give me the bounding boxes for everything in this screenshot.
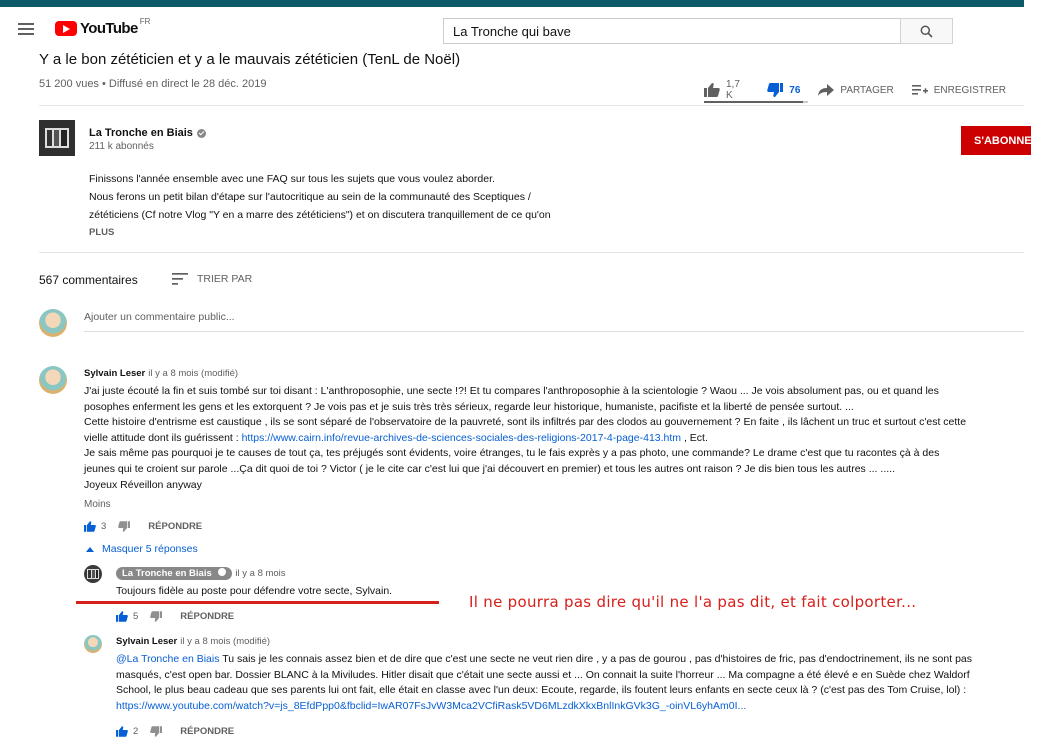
- thumbs-up-icon[interactable]: [116, 611, 128, 622]
- youtube-logo[interactable]: [55, 17, 151, 37]
- comment-time[interactable]: il y a 8 mois (modifié): [180, 636, 271, 647]
- reply-actions: [116, 611, 234, 622]
- comment-count: 567 commentaires: [39, 273, 138, 287]
- thumbs-down-icon: [767, 83, 783, 97]
- thumbs-up-icon: [704, 83, 720, 97]
- thumbs-down-icon[interactable]: [150, 611, 162, 622]
- sort-button[interactable]: [172, 273, 252, 285]
- commenter-avatar[interactable]: [84, 635, 102, 653]
- author-name[interactable]: Sylvain Leser: [116, 636, 178, 647]
- description-line: zététiciens (Cf notre Vlog "Y en a marre des zététiciens") et on discutera tranquillement de ce qu'on: [89, 209, 551, 221]
- reply-author: [116, 567, 286, 580]
- channel-avatar-small[interactable]: [84, 565, 102, 583]
- comment-line: Joyeux Réveillon anyway: [84, 478, 202, 491]
- like-button[interactable]: [704, 79, 749, 101]
- sort-icon: [172, 273, 188, 285]
- thumbs-up-icon[interactable]: [116, 726, 128, 737]
- comment-author: [84, 368, 238, 379]
- save-button[interactable]: [912, 84, 1006, 96]
- sort-label: TRIER PAR: [197, 273, 253, 285]
- comment-text-segment: Tu sais je les connais assez bien et de dire que c'est une secte ne veut rien dire , y a pas de gourou , pas d'histoires de fric, pas d'endoctrinement, ils ne sont pas: [219, 653, 972, 665]
- share-button[interactable]: [818, 84, 893, 96]
- user-avatar: [39, 309, 67, 337]
- reply-text: Toujours fidèle au poste pour défendre votre secte, Sylvain.: [116, 585, 393, 597]
- commenter-avatar[interactable]: [39, 366, 67, 394]
- like-count: 1,7 K: [726, 79, 740, 101]
- owner-badge[interactable]: [116, 567, 232, 580]
- comment-line: posophes enferment les gens et les extorquent ? Je vois pas et je suis très très sérieux, regarde leur historique, humaniste, pacifiste et la liberté de pensée surtout. ...: [84, 400, 854, 413]
- comment-line: School, le plus beau cadeau que ses parents lui ont fait, elle était en classe avec l'un deux: Ecoute, regarde, ils foutent leurs enfants en secte ceux là ? (c'est pas des Tom Cruise, lol) :: [116, 684, 967, 697]
- search-input[interactable]: La Tronche qui bave: [443, 18, 900, 44]
- share-label: PARTAGER: [840, 84, 894, 96]
- author-name: La Tronche en Biais: [122, 568, 212, 579]
- search-button[interactable]: [900, 18, 953, 44]
- verified-icon: [218, 568, 226, 576]
- divider: [39, 252, 1024, 253]
- comment-line: Je sais même pas pourquoi je te causes de tout ça, tes préjugés sont évidents, voire étranges, tu le fais exprès y a pas photo, une commande? Le drame c'est que tu racontes çà à des: [84, 447, 940, 460]
- masthead: [0, 7, 1024, 51]
- chevron-up-icon: [86, 547, 94, 552]
- comment-text: [84, 384, 1024, 493]
- show-less-button[interactable]: Moins: [84, 499, 111, 510]
- comment-time[interactable]: il y a 8 mois (modifié): [148, 368, 239, 379]
- comment-text-segment: , Ect.: [681, 431, 708, 444]
- reply-like-count: 2: [133, 726, 139, 737]
- share-icon: [818, 84, 834, 96]
- comment-line: jeunes qui te croient sur parole ...Ça dit quoi de toi ? Victor ( je le cite car c'est lui que j'ai découvert en premier) et tous les autres ont raison ? Je dis bien tous les autres ... .....: [84, 462, 895, 475]
- author-name[interactable]: Sylvain Leser: [84, 368, 146, 379]
- thumbs-down-icon[interactable]: [150, 726, 162, 737]
- reply-button[interactable]: RÉPONDRE: [180, 726, 235, 737]
- youtube-play-icon: [55, 21, 77, 36]
- thumbs-up-icon[interactable]: [84, 521, 96, 532]
- comment-line: [84, 431, 1024, 447]
- comment-link[interactable]: https://www.youtube.com/watch?v=js_8EfdPpp0&fbclid=IwAR07FsJvW3Mca2VCfiRask5VD6MLzdkXkxBnlInkGVk3G_-oinVL6yhAm0I...: [116, 699, 747, 712]
- save-label: ENREGISTRER: [933, 84, 1006, 96]
- divider: [39, 105, 1024, 106]
- comment-line: [116, 699, 1016, 715]
- region-code: FR: [139, 17, 151, 26]
- add-comment-underline: [84, 331, 1024, 332]
- dislike-count: 76: [789, 84, 801, 96]
- red-underline-annotation: [76, 601, 439, 604]
- comment-line: Cette histoire d'entrisme est caustique , ils se sont séparé de l'observatoire de la pauvreté, sont ils infiltrés par des clodos au gouvernement ? En faite , ils lâchent un truc et surtout c'est cette: [84, 416, 967, 429]
- video-description: [89, 170, 649, 224]
- subscriber-count: 211 k abonnés: [89, 141, 154, 152]
- video-meta: 51 200 vues • Diffusé en direct le 28 déc. 2019: [39, 78, 267, 90]
- reply-button[interactable]: RÉPONDRE: [180, 611, 235, 622]
- comment-link[interactable]: https://www.cairn.info/revue-archives-de-sciences-sociales-des-religions-2017-4-page-413.htm: [241, 431, 682, 444]
- video-title: Y a le bon zététicien et y a le mauvais zététicien (TenL de Noël): [39, 51, 461, 68]
- mention-link[interactable]: @La Tronche en Biais: [116, 653, 220, 665]
- reply-like-count: 5: [133, 611, 139, 622]
- show-more-button[interactable]: PLUS: [89, 227, 115, 238]
- annotation-text: Il ne pourra pas dire qu'il ne l'a pas dit, et fait colporter...: [469, 593, 917, 611]
- dislike-button[interactable]: [767, 83, 800, 97]
- like-ratio-fill: [704, 101, 803, 103]
- channel-name[interactable]: [89, 127, 206, 139]
- comment-text-segment: vielle attitude dont ils guérissent :: [84, 431, 242, 444]
- comment-time[interactable]: il y a 8 mois: [235, 568, 286, 579]
- playlist-add-icon: [912, 84, 928, 96]
- menu-icon[interactable]: [18, 23, 34, 35]
- logo-text: YouTube: [80, 20, 138, 37]
- comment-actions: [84, 521, 202, 532]
- reply-actions: [116, 726, 234, 737]
- subscribe-button[interactable]: S'ABONNER: [961, 126, 1031, 155]
- like-ratio-bar: [704, 101, 808, 103]
- reply-author: [116, 636, 270, 647]
- comment-line: masqués, c'est open bar. Dossier BLANC à la Miviludes. Hitler disait que c'était une secte aussi et ... On connait la suite l'horreur ... Ma compagne a été élevé e en Suède chez Waldorf: [116, 668, 970, 681]
- reply-button[interactable]: RÉPONDRE: [148, 521, 203, 532]
- video-actions: [704, 79, 1024, 101]
- description-line: Nous ferons un petit bilan d'étape sur l'autocritique au sein de la communauté des Sceptiques /: [89, 191, 531, 203]
- comment-line: J'ai juste écouté la fin et suis tombé sur toi disant : L'anthroposophie, une secte !?! Et tu compares l'anthroposophie à la scientologie ? Waou ... Je vois absolument pas, ou et quand les: [84, 385, 939, 397]
- verified-icon: [197, 129, 206, 138]
- add-comment-input[interactable]: Ajouter un commentaire public...: [84, 311, 235, 323]
- comment-line: [116, 652, 1016, 668]
- search-icon: [920, 25, 933, 38]
- reply-text: [116, 652, 1016, 714]
- channel-avatar[interactable]: [39, 120, 75, 156]
- comment-like-count: 3: [101, 521, 107, 532]
- hide-replies-button[interactable]: [86, 543, 198, 555]
- description-line: Finissons l'année ensemble avec une FAQ sur tous les sujets que vous voulez aborder.: [89, 173, 495, 185]
- top-stripe: [0, 0, 1024, 7]
- thumbs-down-icon[interactable]: [118, 521, 130, 532]
- channel-name-text: La Tronche en Biais: [89, 127, 193, 139]
- hide-replies-label: Masquer 5 réponses: [102, 543, 198, 555]
